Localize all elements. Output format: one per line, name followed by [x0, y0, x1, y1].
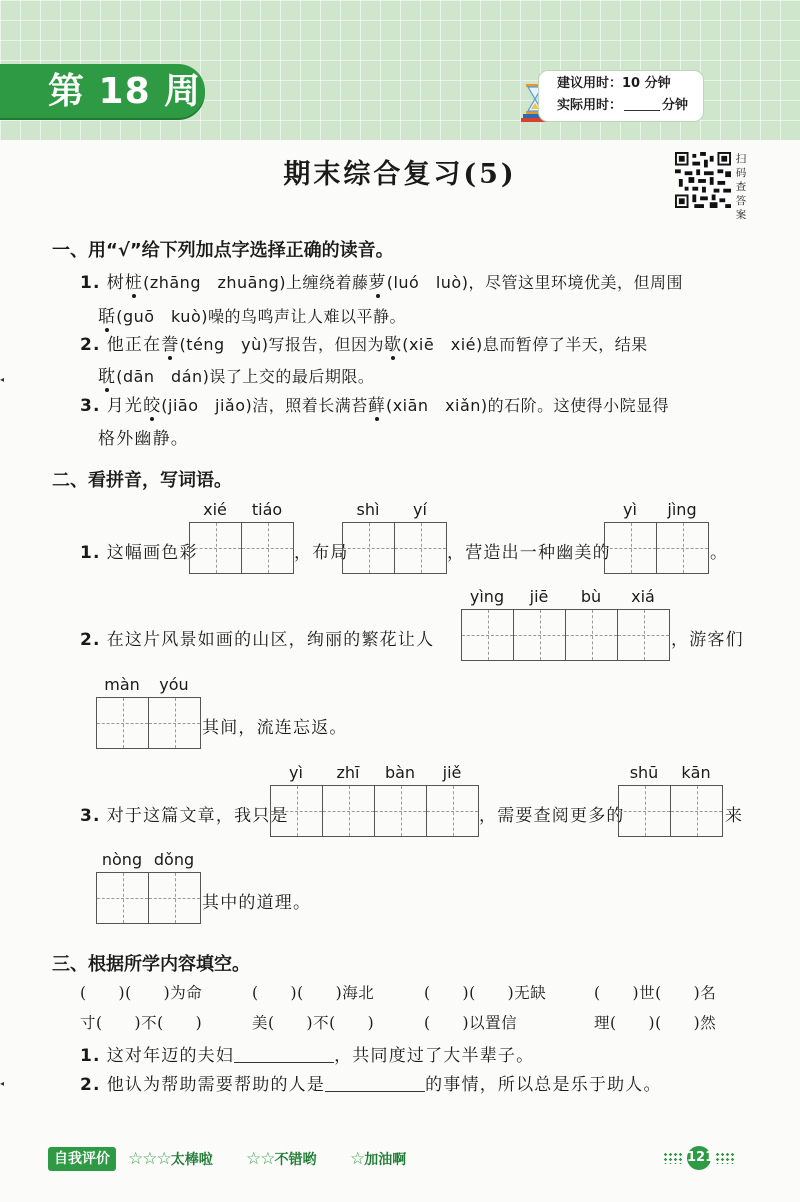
actual-time — [557, 96, 688, 116]
pinyin-label: yì — [623, 500, 637, 519]
grid-cell[interactable] — [619, 786, 671, 836]
pinyin-choice[interactable]: (luó luò)，尽管这里环境优美，但周围 — [386, 273, 683, 292]
pinyin-label: yóu — [159, 675, 189, 694]
dots-decor-icon — [715, 1152, 735, 1164]
section3-heading: 三、根据所学内容填空。 — [52, 954, 250, 975]
pinyin-label: dǒng — [153, 850, 195, 869]
pinyin-choice[interactable]: (zhāng zhuāng)上缠绕着藤 — [143, 273, 369, 292]
time-box — [538, 70, 704, 122]
grid-cell[interactable] — [566, 610, 618, 660]
pinyin-label: bù — [580, 587, 602, 606]
writing-grid[interactable] — [342, 522, 447, 574]
grid-cell[interactable] — [343, 523, 395, 573]
rating-label: 加油啊 — [364, 1152, 407, 1168]
grid-cell[interactable] — [97, 698, 149, 748]
idiom-blank[interactable]: ( )以置信 — [424, 1014, 518, 1032]
writing-grid[interactable] — [270, 785, 479, 837]
week-label: 第 18 周 — [48, 71, 202, 112]
item-number: 2. — [80, 335, 101, 355]
rating-label: 不错哟 — [274, 1152, 317, 1168]
star-icon: ☆☆☆ — [128, 1149, 171, 1169]
s2-q3-text-d: 其中的道理。 — [202, 893, 312, 913]
idiom-blank[interactable]: ( )( )无缺 — [424, 984, 547, 1002]
pinyin-choice[interactable]: (jiāo jiǎo)洁，照着长满苔 — [161, 396, 368, 415]
qr-code-icon[interactable] — [675, 152, 731, 208]
item-number: 2. — [80, 1075, 101, 1095]
s2-q2-text-a — [80, 625, 434, 650]
pinyin-label: shū — [629, 763, 659, 782]
page-title: 期末综合复习(5) — [283, 159, 517, 190]
grid-cell[interactable] — [323, 786, 375, 836]
grid-cell[interactable] — [149, 873, 201, 923]
grid-cell[interactable] — [190, 523, 242, 573]
pinyin-label: zhī — [336, 763, 360, 782]
text: ，共同度过了大半辈子。 — [334, 1046, 535, 1066]
rating-option-1[interactable] — [350, 1147, 406, 1171]
edge-arrow-icon: ◂ — [0, 375, 5, 384]
pinyin-label: xiá — [631, 587, 655, 606]
suggested-time: 建议用时：10 分钟 — [557, 76, 671, 91]
dotted-char: 耽 — [98, 362, 116, 387]
grid-cell[interactable] — [605, 523, 657, 573]
text: 他认为帮助需要帮助的人是 — [106, 1075, 326, 1095]
item-number: 1. — [80, 1046, 101, 1066]
idiom-blank[interactable]: ( )( )为命 — [80, 984, 203, 1002]
s2-q1-text-c: ，营造出一种幽美的 — [447, 543, 611, 563]
pinyin-label: yìng — [469, 587, 505, 606]
rating-label: 太棒啦 — [170, 1152, 213, 1168]
s2-q1-text-b: ，布局 — [294, 543, 349, 563]
idiom-blank[interactable]: ( )( )海北 — [252, 984, 375, 1002]
star-icon: ☆☆ — [246, 1149, 275, 1169]
writing-grid[interactable] — [96, 872, 201, 924]
writing-grid[interactable] — [189, 522, 294, 574]
section2-heading: 二、看拼音，写词语。 — [52, 470, 232, 491]
item-number: 3. — [80, 806, 101, 826]
pinyin-label: kān — [681, 763, 711, 782]
pinyin-choice[interactable]: (guō kuò)噪的鸟鸣声让人难以平静。 — [116, 307, 406, 326]
text: 他正在 — [106, 335, 162, 355]
s2-q3-text-c: 来 — [725, 806, 744, 826]
s3-sentence2 — [80, 1070, 662, 1095]
writing-grid[interactable] — [618, 785, 723, 837]
grid-cell[interactable] — [514, 610, 566, 660]
self-eval-label: 自我评价 — [48, 1147, 116, 1171]
s2-q3-text-b: ，需要查阅更多的 — [479, 806, 625, 826]
s2-q1-text-a — [80, 538, 198, 563]
idiom-blank[interactable]: 理( )( )然 — [594, 1014, 717, 1032]
s1-item1-line1 — [80, 268, 683, 293]
answer-blank[interactable] — [325, 1075, 425, 1092]
s1-item2-line1 — [80, 330, 648, 355]
s1-item3-line1 — [80, 391, 669, 416]
idiom-blank[interactable]: ( )世( )名 — [594, 984, 717, 1002]
grid-cell[interactable] — [149, 698, 201, 748]
grid-cell[interactable] — [375, 786, 427, 836]
answer-blank[interactable] — [234, 1046, 334, 1063]
page-number-badge — [656, 1146, 742, 1170]
grid-cell[interactable] — [671, 786, 723, 836]
text: 对于这篇文章，我只是 — [106, 806, 289, 826]
page-number: 121 — [687, 1146, 711, 1170]
item-number: 3. — [80, 396, 101, 416]
pinyin-label: xié — [203, 500, 227, 519]
grid-cell[interactable] — [618, 610, 670, 660]
pinyin-label: tiáo — [251, 500, 283, 519]
s2-q1-text-d: 。 — [710, 543, 729, 563]
text: 月光 — [106, 396, 144, 416]
s1-item3-line2: 格外幽静。 — [98, 429, 189, 449]
writing-grid[interactable] — [96, 697, 201, 749]
dots-decor-icon — [663, 1152, 683, 1164]
actual-time-unit: 分钟 — [662, 98, 689, 113]
grid-cell[interactable] — [242, 523, 294, 573]
pinyin-choice[interactable]: (xiē xié)息而暂停了半天，结果 — [402, 335, 648, 354]
s2-q2-text-b: ，游客们 — [671, 630, 744, 650]
item-number: 2. — [80, 630, 101, 650]
idiom-blank[interactable]: 寸( )不( ) — [80, 1014, 203, 1032]
pinyin-label: shì — [356, 500, 380, 519]
pinyin-label: bàn — [384, 763, 416, 782]
actual-time-label: 实际用时： — [557, 98, 623, 113]
dotted-char: 誊 — [161, 330, 179, 355]
qr-label: 扫码查答案 — [735, 153, 747, 221]
section1-heading: 一、用“√”给下列加点字选择正确的读音。 — [52, 240, 394, 261]
grid-cell[interactable] — [462, 610, 514, 660]
text: 树 — [106, 273, 125, 293]
pinyin-label: jiě — [442, 763, 462, 782]
item-number: 1. — [80, 273, 101, 293]
writing-grid[interactable] — [604, 522, 709, 574]
pinyin-label: jiē — [529, 587, 549, 606]
dotted-char: 桩 — [125, 268, 143, 293]
s1-item2-line2 — [98, 362, 374, 387]
rating-option-2[interactable] — [246, 1147, 316, 1171]
s3-sentence1 — [80, 1041, 534, 1066]
grid-cell[interactable] — [271, 786, 323, 836]
grid-cell[interactable] — [395, 523, 447, 573]
rating-option-3[interactable] — [128, 1147, 213, 1171]
text: 这对年迈的夫妇 — [106, 1046, 235, 1066]
pinyin-choice[interactable]: (dān dán)误了上交的最后期限。 — [116, 367, 375, 386]
s1-item1-line2 — [98, 302, 406, 327]
s2-q2-text-c: 其间，流连忘返。 — [202, 718, 348, 738]
text: 的事情，所以总是乐于助人。 — [425, 1075, 662, 1095]
text: 这幅画色彩 — [106, 543, 198, 563]
s2-q3-text-a — [80, 801, 289, 826]
dotted-char: 歇 — [384, 330, 402, 355]
item-number: 1. — [80, 543, 101, 563]
grid-cell[interactable] — [97, 873, 149, 923]
grid-cell[interactable] — [427, 786, 479, 836]
star-icon: ☆ — [350, 1149, 365, 1169]
pinyin-choice[interactable]: (téng yù)写报告，但因为 — [179, 335, 385, 354]
dotted-char: 萝 — [369, 268, 387, 293]
dotted-char: 聒 — [98, 302, 116, 327]
actual-time-blank[interactable] — [624, 96, 660, 111]
pinyin-choice[interactable]: (xiān xiǎn)的石阶。这使得小院显得 — [385, 396, 670, 415]
edge-arrow-icon: ◂ — [0, 1079, 5, 1088]
dotted-char: 藓 — [368, 391, 386, 416]
idiom-blank[interactable]: 美( )不( ) — [252, 1014, 375, 1032]
pinyin-label: yí — [413, 500, 427, 519]
dotted-char: 皎 — [143, 391, 161, 416]
pinyin-label: jìng — [667, 500, 697, 519]
pinyin-label: nòng — [101, 850, 143, 869]
pinyin-label: màn — [104, 675, 140, 694]
grid-cell[interactable] — [657, 523, 709, 573]
pinyin-label: yì — [289, 763, 303, 782]
writing-grid[interactable] — [461, 609, 670, 661]
text: 在这片风景如画的山区，绚丽的繁花让人 — [106, 630, 435, 650]
